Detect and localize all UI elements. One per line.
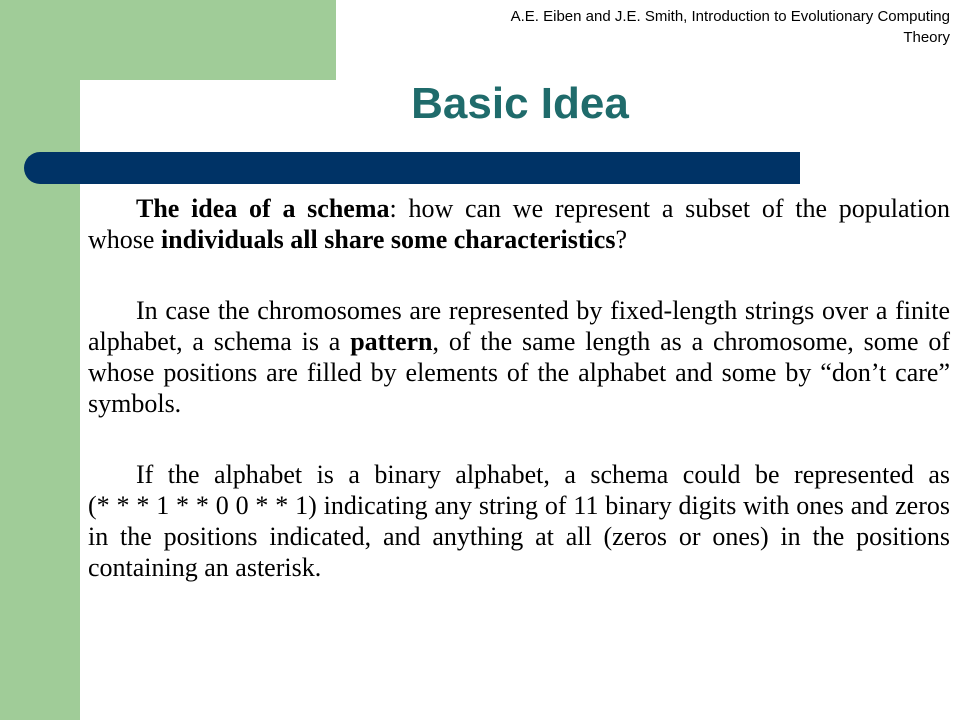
bold-schema-idea: The idea of a schema [136, 194, 390, 223]
paragraph2-text-a: In case the chromosomes are represented by fixed-length strings over a finite alphabet, a schema is a [88, 296, 950, 356]
title-underline-bar [24, 152, 800, 184]
paragraph1-text-a: : how can we represent a subset of the population whose [88, 194, 950, 254]
slide-title: Basic Idea [411, 79, 629, 128]
paragraph2-text-b: , of the same length as a chromosome, some of whose positions are filled by elements of the alphabet and some by “don’t care” symbols. [88, 327, 951, 418]
slide-body [88, 193, 950, 583]
top-decorative-band [0, 0, 336, 80]
paragraph-chromosome-pattern [88, 295, 950, 419]
credit-line-1: A.E. Eiben and J.E. Smith, Introduction to Evolutionary Computing [510, 8, 950, 25]
left-decorative-band [0, 0, 80, 720]
content-corner-curve [80, 80, 160, 160]
paragraph-schema-idea [88, 193, 950, 255]
schema-example: (* * * 1 * * 0 0 * * 1) [88, 491, 317, 520]
bold-pattern: pattern [350, 327, 433, 356]
bold-shared-characteristics: individuals all share some characteristics [160, 225, 616, 254]
paragraph3-text-b: indicating any string of 11 binary digits with ones and zeros in the positions indicated, and anything at all (zeros or ones) in the positions containing an asterisk. [88, 491, 950, 582]
credit-line-2: Theory [903, 29, 950, 46]
paragraph3-text-a: If the alphabet is a binary alphabet, a schema could be represented as [136, 460, 950, 489]
paragraph1-text-b: ? [615, 225, 627, 254]
paragraph-binary-example [88, 459, 950, 583]
header-credit [350, 6, 950, 48]
